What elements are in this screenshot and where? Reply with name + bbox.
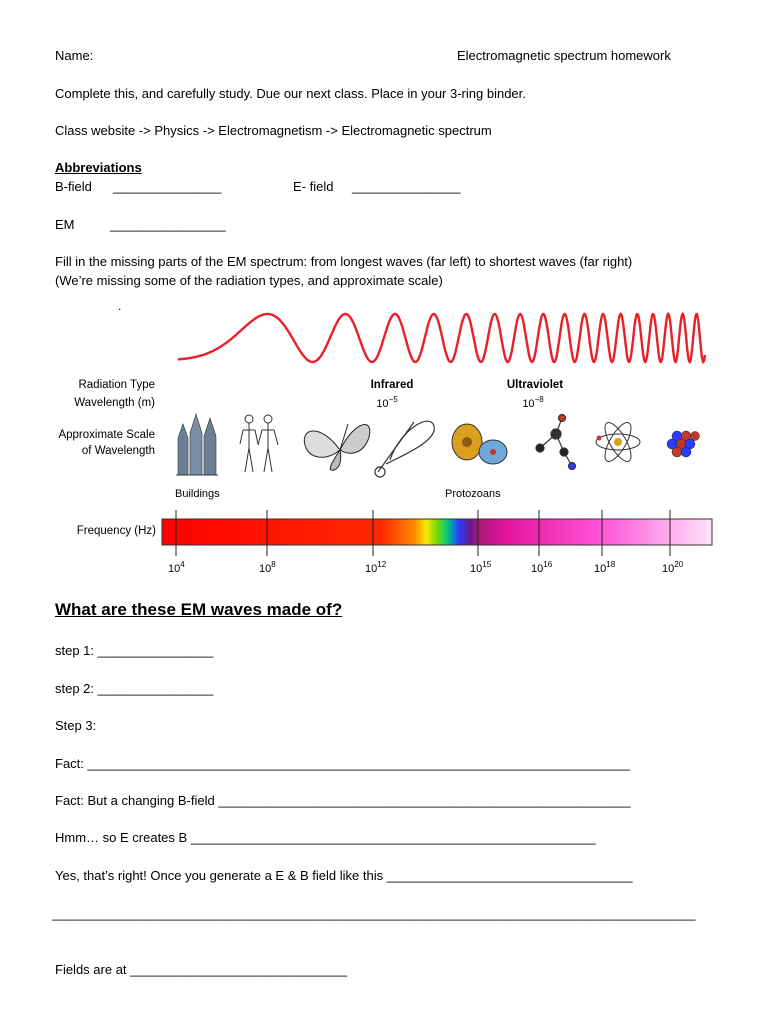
fields-at-line[interactable]: Fields are at ______________________________ bbox=[55, 962, 348, 977]
freq-tick-label: $10^8$ bbox=[259, 560, 276, 575]
protozoans-icon bbox=[452, 424, 507, 464]
em-spectrum-figure bbox=[50, 300, 720, 590]
ultraviolet-wavelength: $10^{-8}$ bbox=[522, 395, 544, 410]
em-wave-curve bbox=[178, 314, 705, 362]
efield-blank[interactable]: _______________ bbox=[352, 179, 461, 194]
freq-tick-label: $10^{20}$ bbox=[662, 560, 684, 575]
protozoans-label: Protozoans bbox=[445, 488, 501, 500]
humans-icon bbox=[240, 415, 278, 472]
bfield-blank[interactable]: _______________ bbox=[113, 179, 222, 194]
freq-tick-label: $10^{15}$ bbox=[470, 560, 492, 575]
website-path-text: Class website -> Physics -> Electromagnetism -> Electromagnetic spectrum bbox=[55, 123, 492, 138]
atomic-nucleus-icon bbox=[667, 431, 700, 457]
bfield-label: B-field bbox=[55, 179, 92, 194]
infrared-label: Infrared bbox=[370, 379, 414, 391]
abbreviations-heading: Abbreviations bbox=[55, 160, 142, 175]
efield-label: E- field bbox=[293, 179, 334, 194]
section2-heading: What are these EM waves made of? bbox=[55, 600, 343, 619]
fact2-line[interactable]: Fact: But a changing B-field _________________________________________________________ bbox=[55, 793, 631, 808]
hmm-line[interactable]: Hmm… so E creates B ________________________________________________________ bbox=[55, 830, 596, 845]
infrared-wavelength: $10^{-5}$ bbox=[376, 395, 398, 410]
freq-tick-label: $10^{16}$ bbox=[531, 560, 553, 575]
radiation-type-label: Radiation Type bbox=[78, 379, 155, 391]
frequency-spectrum-bar bbox=[162, 519, 712, 545]
scale-label-line1: Approximate Scale bbox=[58, 429, 155, 441]
atom-icon bbox=[596, 419, 640, 465]
wavelength-label: Wavelength (m) bbox=[74, 397, 155, 409]
frequency-label: Frequency (Hz) bbox=[76, 525, 156, 537]
molecule-icon bbox=[536, 415, 576, 470]
scale-label-line2: of Wavelength bbox=[81, 445, 155, 457]
fill-prompt-line2: (We’re missing some of the radiation types, and approximate scale) bbox=[55, 273, 443, 288]
step2-line[interactable]: step 2: ________________ bbox=[55, 681, 214, 696]
name-label: Name: bbox=[55, 48, 94, 63]
em-label: EM bbox=[55, 217, 75, 232]
figure-dot: . bbox=[118, 300, 122, 313]
butterfly-icon bbox=[304, 424, 370, 470]
needle-point-icon bbox=[375, 421, 434, 477]
freq-tick-label: $10^{18}$ bbox=[594, 560, 616, 575]
freq-tick-label: $10^{12}$ bbox=[365, 560, 387, 575]
yes-line[interactable]: Yes, that’s right! Once you generate a E & B field like this __________________________________ bbox=[55, 868, 633, 883]
fill-prompt-line1: Fill in the missing parts of the EM spectrum: from longest waves (far left) to shortest waves (far right) bbox=[55, 254, 633, 269]
page-title: Electromagnetic spectrum homework bbox=[457, 48, 671, 63]
em-blank[interactable]: ________________ bbox=[110, 217, 226, 232]
ultraviolet-label: Ultraviolet bbox=[506, 379, 564, 391]
instructions-text: Complete this, and carefully study. Due our next class. Place in your 3-ring binder. bbox=[55, 86, 526, 101]
fact1-line[interactable]: Fact: ___________________________________________________________________________ bbox=[55, 756, 630, 771]
full-blank-line[interactable]: _________________________________________________________________________________________ bbox=[52, 906, 696, 921]
step3-line: Step 3: bbox=[55, 718, 97, 733]
buildings-label: Buildings bbox=[175, 488, 220, 500]
freq-tick-label: $10^4$ bbox=[168, 560, 185, 575]
buildings-icon bbox=[176, 414, 218, 475]
step1-line[interactable]: step 1: ________________ bbox=[55, 643, 214, 658]
